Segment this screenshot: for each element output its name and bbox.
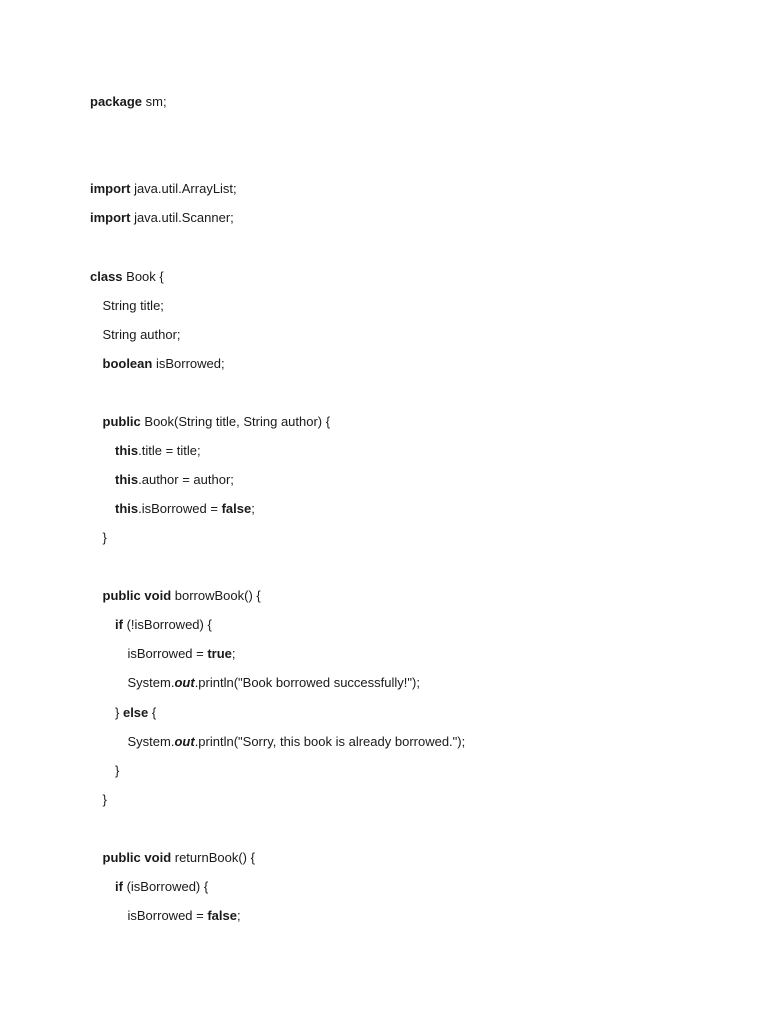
code-keyword: this [115,501,139,516]
code-line [115,763,119,779]
code-keyword: true [207,646,232,661]
code-keyword: public [102,850,141,865]
code-text: ; [231,646,236,661]
code-line [115,443,201,459]
code-line [115,617,212,633]
code-text: .println("Sorry, this book is already borrowed."); [194,734,466,749]
code-text: java.util.ArrayList; [130,181,237,196]
code-text: String title; [102,298,164,313]
code-text: System. [127,675,175,690]
code-keyword: package [90,94,143,109]
code-text: .author = author; [138,472,234,487]
code-text: .println("Book borrowed successfully!"); [194,675,420,690]
code-line [103,850,255,866]
code-text: } [115,705,123,720]
code-line [115,705,156,721]
code-text: ; [251,501,255,516]
code-text: borrowBook() { [171,588,261,603]
code-text: ; [236,908,241,923]
code-keyword: if [115,617,123,632]
code-text: } [115,763,120,778]
code-line [103,298,164,314]
code-text: Book(String title, String author) { [140,414,331,429]
code-keyword: import [90,210,131,225]
code-keyword: false [221,501,252,516]
code-text: } [102,792,107,807]
code-keyword: import [90,181,131,196]
code-text: .isBorrowed = [138,501,222,516]
code-line [103,530,107,546]
code-keyword: out [174,734,195,749]
code-line [90,94,167,110]
code-line [90,269,164,285]
code-keyword: this [115,472,139,487]
code-line [90,181,237,197]
code-line [115,879,208,895]
code-text: (isBorrowed) { [122,879,209,894]
code-line [103,414,331,430]
code-line [128,908,241,924]
code-text: isBorrowed; [152,356,225,371]
code-keyword: void [144,588,172,603]
code-text: System. [127,734,175,749]
code-line [115,501,255,517]
code-line [103,327,181,343]
code-keyword: boolean [102,356,153,371]
code-text: { [148,705,157,720]
code-keyword: out [174,675,195,690]
code-keyword: else [122,705,149,720]
code-keyword: false [207,908,237,923]
code-keyword: public [102,588,141,603]
code-text: java.util.Scanner; [130,210,234,225]
code-line [128,675,420,691]
code-text: String author; [102,327,181,342]
code-keyword: if [115,879,123,894]
code-text: isBorrowed = [127,646,208,661]
code-text: isBorrowed = [127,908,208,923]
code-text: } [102,530,107,545]
code-keyword: this [115,443,139,458]
code-text: (!isBorrowed) { [122,617,212,632]
code-line [115,472,234,488]
code-keyword: public [102,414,141,429]
code-keyword: void [144,850,172,865]
code-line [128,646,236,662]
code-keyword: class [90,269,123,284]
code-line [128,734,466,750]
code-text: returnBook() { [171,850,255,865]
code-line [103,792,107,808]
code-text: sm; [142,94,167,109]
code-text: Book { [122,269,164,284]
code-line [103,588,261,604]
code-line [90,210,234,226]
code-text: .title = title; [138,443,201,458]
code-line [103,356,225,372]
